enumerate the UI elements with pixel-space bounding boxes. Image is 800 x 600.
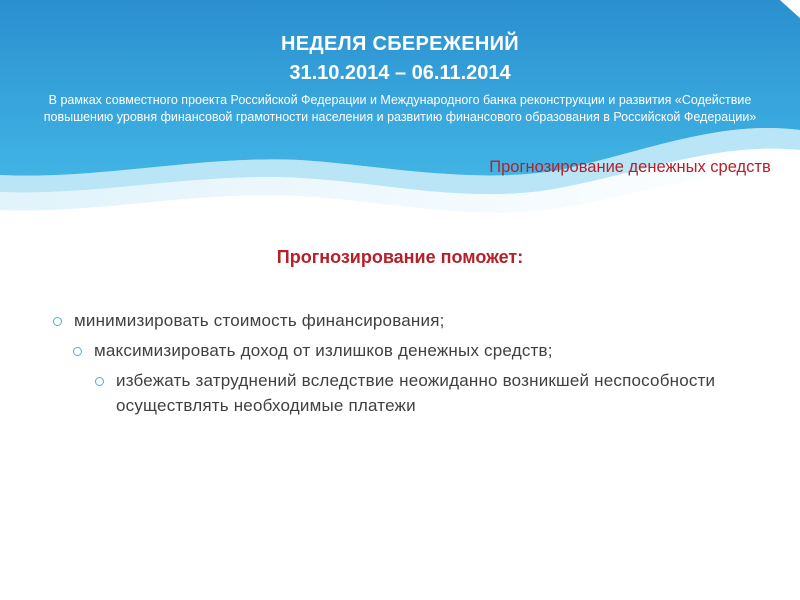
list-item [0, 338, 800, 363]
topic-title: Прогнозирование денежных средств [489, 158, 771, 176]
bullet-list [0, 308, 800, 418]
list-item-text: минимизировать стоимость финансирования; [74, 311, 445, 330]
header-title: НЕДЕЛЯ СБЕРЕЖЕНИЙ [281, 33, 519, 55]
header [10, 32, 790, 126]
list-item [0, 368, 716, 418]
header-subtitle: В рамках совместного проекта Российской Федерации и Международного банка реконструкции и развития «Содействие повышению уровня финансовой грамотности населения и развитию финансового образования в Российской Федерации» [43, 93, 757, 124]
list-item-text: максимизировать доход от излишков денежных средств; [94, 341, 553, 360]
circle-bullet-icon [53, 317, 62, 326]
circle-bullet-icon [95, 377, 104, 386]
lead-heading: Прогнозирование поможет: [276, 247, 524, 267]
header-dates: 31.10.2014 – 06.11.2014 [289, 62, 511, 84]
circle-bullet-icon [73, 347, 82, 356]
list-item-text: избежать затруднений вследствие неожиданно возникшей неспособности осуществлять необходимые платежи [116, 371, 716, 415]
list-item [0, 308, 800, 333]
